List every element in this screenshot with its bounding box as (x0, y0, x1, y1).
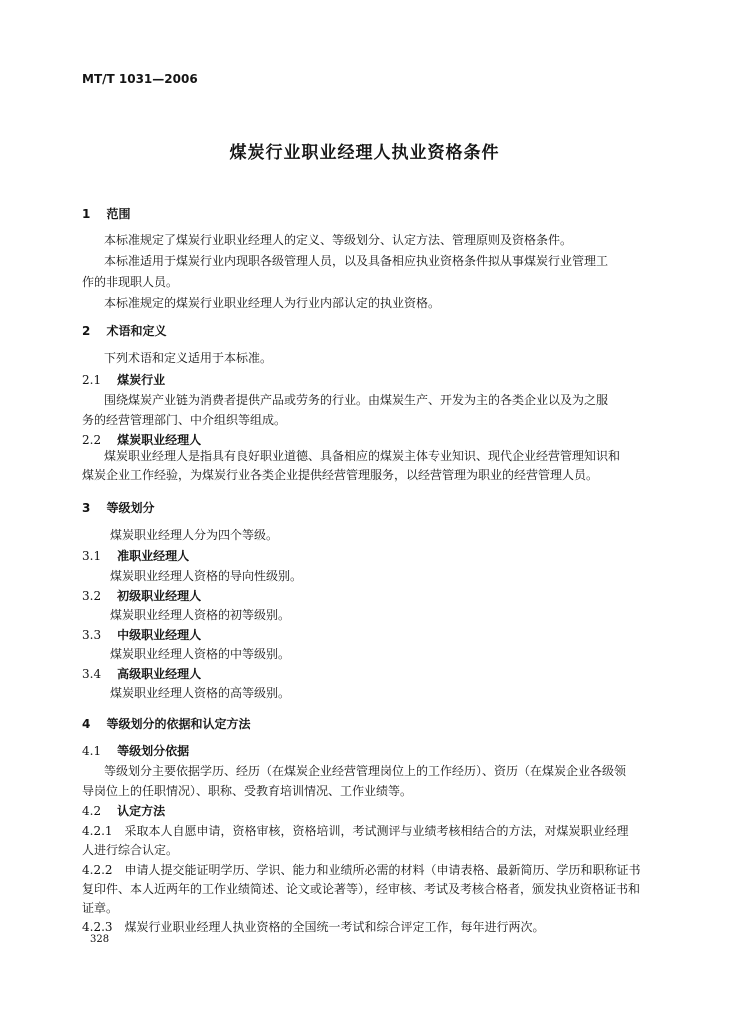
paragraph-continuation: 复印件、本人近两年的工作业绩简述、论文或论著等），经审核、考试及考核合格者，颁发执业资格证书和 (82, 882, 641, 896)
subsection-title: 等级划分依据 (117, 744, 190, 758)
paragraph: 煤炭职业经理人资格的导向性级别。 (110, 569, 303, 583)
subsection-3-4-heading (82, 665, 201, 682)
subsection-title: 高级职业经理人 (117, 667, 202, 681)
subsection-number: 4.2 (82, 804, 102, 818)
subsection-3-3-heading (82, 626, 201, 643)
paragraph-continuation: 作的非现职人员。 (82, 275, 179, 289)
paragraph: 围绕煤炭产业链为消费者提供产品或劳务的行业。由煤炭生产、开发为主的各类企业以及为之服 (104, 393, 609, 407)
section-title: 等级划分 (106, 501, 155, 515)
paragraph: 煤炭职业经理人资格的高等级别。 (110, 686, 291, 700)
clause-4-2-1: 4.2.1 采取本人自愿申请，资格审核，资格培训，考试测评与业绩考核相结合的方法，对煤炭职业经理 (82, 824, 629, 838)
section-number: 4 (82, 717, 91, 731)
subsection-number: 3.3 (82, 628, 102, 642)
paragraph: 本标准适用于煤炭行业内现职各级管理人员，以及具备相应执业资格条件拟从事煤炭行业管理工 (104, 254, 609, 268)
subsection-3-2-heading (82, 587, 201, 604)
section-number: 2 (82, 324, 91, 338)
subsection-4-2-heading (82, 802, 165, 819)
paragraph: 等级划分主要依据学历、经历（在煤炭企业经营管理岗位上的工作经历）、资历（在煤炭企业各级领 (104, 764, 627, 778)
paragraph: 煤炭职业经理人资格的初等级别。 (110, 608, 291, 622)
paragraph-continuation: 人进行综合认定。 (82, 843, 179, 857)
subsection-3-1-heading (82, 547, 189, 564)
paragraph-continuation: 导岗位上的任职情况）、职称、受教育培训情况、工作业绩等。 (82, 784, 413, 798)
paragraph: 煤炭职业经理人资格的中等级别。 (110, 647, 291, 661)
subsection-4-1-heading (82, 742, 189, 759)
section-1-heading (82, 205, 131, 222)
paragraph: 本标准规定的煤炭行业职业经理人为行业内部认定的执业资格。 (104, 296, 441, 310)
standard-number-header: MT/T 1031—2006 (82, 72, 198, 86)
paragraph-continuation: 煤炭企业工作经验，为煤炭行业各类企业提供经营管理服务，以经营管理为职业的经营管理人员。 (82, 468, 599, 482)
subsection-title: 初级职业经理人 (117, 589, 202, 603)
paragraph: 本标准规定了煤炭行业职业经理人的定义、等级划分、认定方法、管理原则及资格条件。 (104, 233, 573, 247)
section-number: 3 (82, 501, 91, 515)
subsection-number: 3.4 (82, 667, 102, 681)
subsection-number: 2.2 (82, 433, 102, 447)
section-title: 等级划分的依据和认定方法 (106, 717, 251, 731)
subsection-number: 3.2 (82, 589, 102, 603)
paragraph: 煤炭职业经理人是指具有良好职业道德、具备相应的煤炭主体专业知识、现代企业经营管理知识和 (104, 449, 621, 463)
section-4-heading (82, 715, 251, 732)
page-number: 328 (90, 934, 110, 945)
subsection-number: 2.1 (82, 373, 102, 387)
section-3-heading (82, 499, 155, 516)
paragraph: 煤炭职业经理人分为四个等级。 (110, 528, 279, 542)
paragraph-continuation: 务的经营管理部门、中介组织等组成。 (82, 413, 287, 427)
document-title: 煤炭行业职业经理人执业资格条件 (229, 143, 500, 163)
subsection-number: 3.1 (82, 549, 102, 563)
subsection-2-2-heading (82, 431, 201, 448)
section-title: 术语和定义 (106, 324, 167, 338)
section-number: 1 (82, 207, 91, 221)
paragraph: 下列术语和定义适用于本标准。 (104, 351, 273, 365)
paragraph-continuation: 证章。 (82, 901, 119, 915)
subsection-title: 煤炭行业 (117, 373, 166, 387)
section-2-heading (82, 322, 167, 339)
subsection-number: 4.1 (82, 744, 102, 758)
clause-4-2-3: 4.2.3 煤炭行业职业经理人执业资格的全国统一考试和综合评定工作，每年进行两次。 (82, 920, 545, 934)
section-title: 范围 (106, 207, 131, 221)
clause-4-2-2: 4.2.2 申请人提交能证明学历、学识、能力和业绩所必需的材料（申请表格、最新简历、学历和职称证书 (82, 863, 641, 877)
subsection-2-1-heading (82, 371, 165, 388)
subsection-title: 煤炭职业经理人 (117, 433, 202, 447)
subsection-title: 认定方法 (117, 804, 166, 818)
subsection-title: 中级职业经理人 (117, 628, 202, 642)
subsection-title: 准职业经理人 (117, 549, 190, 563)
